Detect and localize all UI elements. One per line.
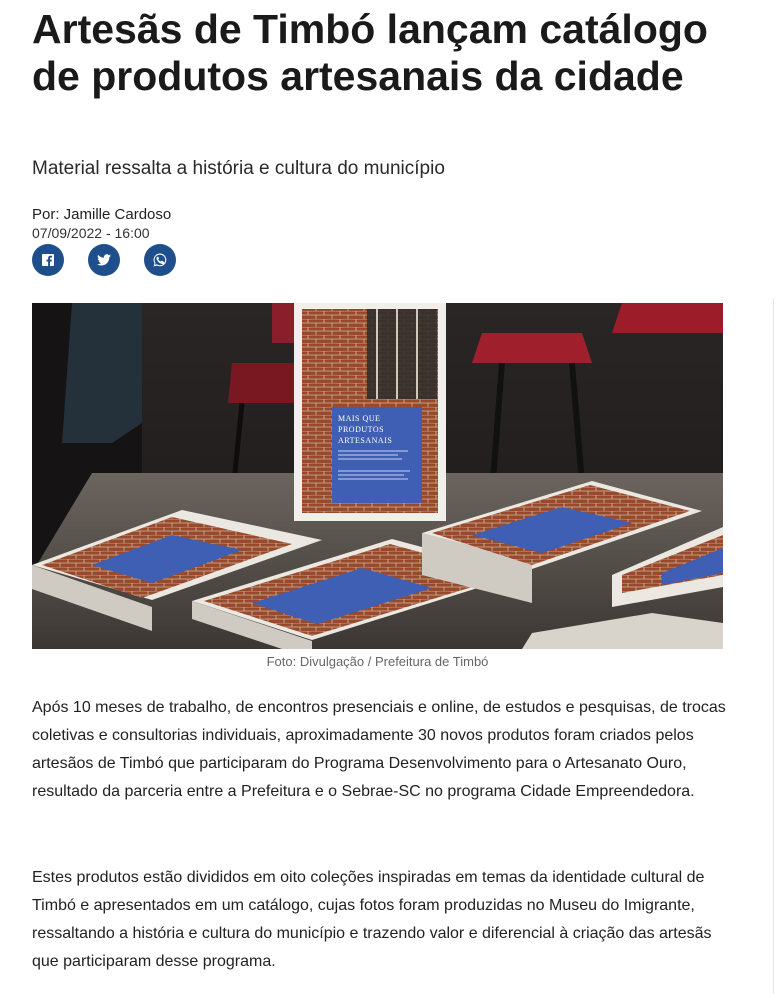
twitter-icon [96, 252, 112, 268]
share-twitter-button[interactable] [88, 244, 120, 276]
svg-text:ARTESANAIS: ARTESANAIS [338, 436, 393, 445]
photo-caption: Foto: Divulgação / Prefeitura de Timbó [266, 654, 489, 669]
article-subtitle: Material ressalta a história e cultura do município [32, 158, 445, 179]
facebook-icon [40, 252, 56, 268]
whatsapp-icon [152, 252, 168, 268]
article-paragraph: Estes produtos estão divididos em oito coleções inspiradas em temas da identidade cultural de Timbó e apresentados em um catálogo, cujas fotos foram produzidas no Museu do Imigrante, ressaltando a história e cultura do município e trazendo valor e diferencial à criação das artesãs que participaram desse programa. [32, 869, 712, 970]
share-buttons [32, 244, 176, 276]
svg-text:PRODUTOS: PRODUTOS [338, 425, 385, 434]
page-edge-divider [773, 298, 774, 994]
share-facebook-button[interactable] [32, 244, 64, 276]
article-title: Artesãs de Timbó lançam catálogo de produtos artesanais da cidade [32, 6, 708, 99]
article-photo [32, 303, 723, 649]
author-byline: Por: Jamille Cardoso [32, 206, 172, 223]
share-whatsapp-button[interactable] [144, 244, 176, 276]
catalog-photo-illustration [32, 303, 723, 649]
article-paragraph: Após 10 meses de trabalho, de encontros presenciais e online, de estudos e pesquisas, de trocas coletivas e consultorias individuais, aproximadamente 30 novos produtos foram criados pelos artesãos de Timbó que participaram do Programa Desenvolvimento para o Artesanato Ouro, resultado da parceria entre a Prefeitura e o Sebrae-SC no programa Cidade Empreendedora. [32, 699, 726, 800]
svg-text:MAIS QUE: MAIS QUE [338, 414, 381, 423]
publish-date: 07/09/2022 - 16:00 [32, 225, 150, 241]
